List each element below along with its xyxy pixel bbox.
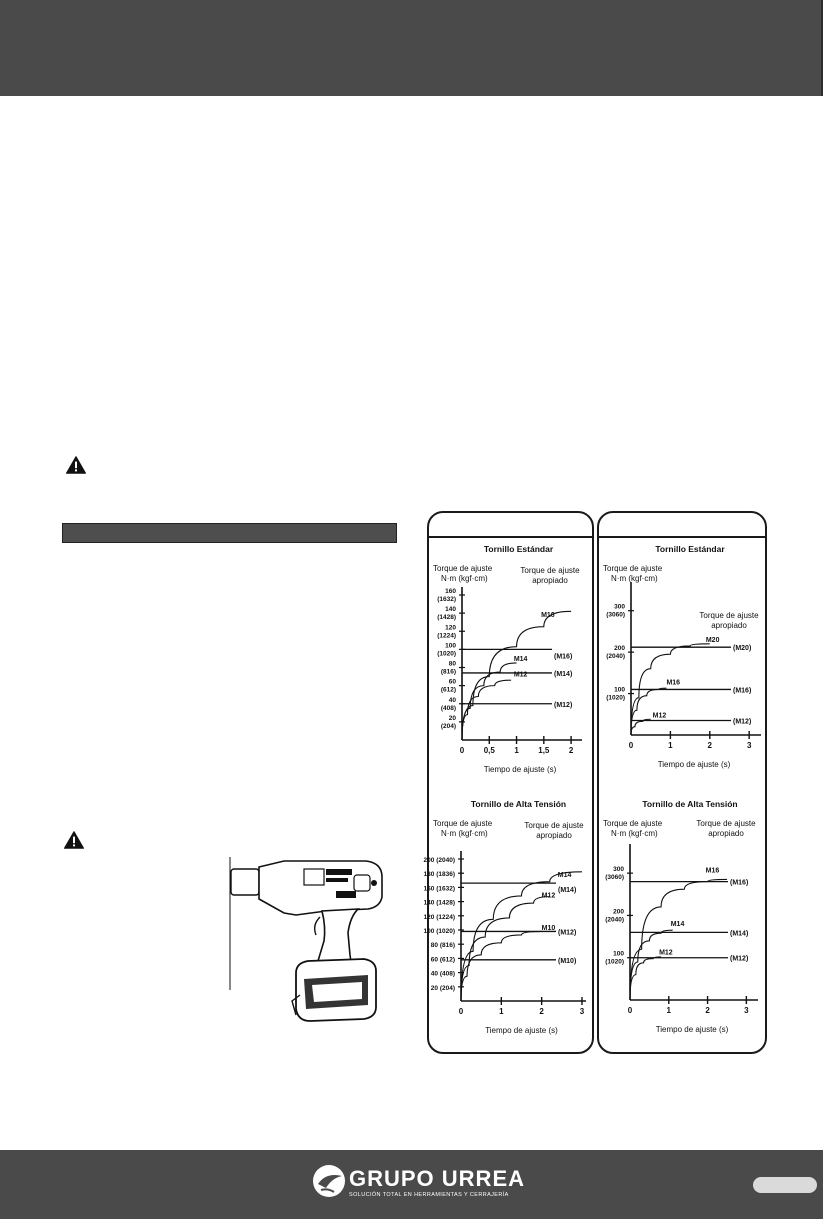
y-tick-label: 300	[614, 603, 625, 611]
series-curve	[630, 930, 673, 1000]
y-axis-unit: N·m (kgf·cm)	[611, 574, 658, 583]
grupo-urrea-logo-mark	[312, 1164, 346, 1198]
reference-line-label: (M12)	[730, 955, 749, 963]
impact-wrench-illustration	[226, 855, 406, 1035]
y-axis-label: Torque de ajuste	[603, 564, 663, 573]
series-label: M12	[513, 671, 528, 679]
y-axis-unit: N·m (kgf·cm)	[611, 829, 658, 838]
x-tick-label: 3	[744, 1006, 749, 1015]
series-label: M16	[541, 611, 555, 619]
chart-title: Tornillo de Alta Tensión	[470, 799, 567, 809]
page-number-pill	[753, 1177, 817, 1193]
y-tick-label: 100	[614, 686, 625, 694]
x-tick-label: 0	[627, 1006, 633, 1015]
y-axis-label: Torque de ajuste	[433, 819, 493, 828]
y-tick-label: (1020)	[437, 650, 456, 658]
y-tick-label: 200	[613, 908, 624, 916]
y-tick-label: 200 (2040)	[423, 857, 455, 864]
series-label: M14	[557, 871, 572, 879]
x-axis-label: Tiempo de ajuste (s)	[657, 760, 731, 769]
reference-line-label: (M16)	[554, 653, 573, 661]
reference-line-label: (M10)	[558, 957, 577, 965]
y-tick-label: 100 (1020)	[423, 928, 455, 935]
x-tick-label: 2	[539, 1007, 544, 1016]
y-tick-label: (2040)	[606, 653, 625, 661]
reference-line-label: (M14)	[558, 887, 577, 895]
x-tick-label: 1	[499, 1007, 504, 1016]
series-label: M14	[670, 921, 685, 928]
x-tick-label: 1,5	[538, 746, 550, 755]
torque-chart	[597, 540, 767, 790]
x-tick-label: 0	[628, 741, 634, 750]
y-tick-label: 120	[445, 624, 456, 632]
reference-line-label: (M16)	[733, 687, 752, 695]
reference-line-label: (M12)	[554, 701, 573, 709]
panel-cap-line	[429, 536, 592, 538]
chart-title: Tornillo Estándar	[655, 544, 725, 554]
chart-title: Tornillo de Alta Tensión	[642, 799, 738, 809]
y-tick-label: 100	[445, 642, 456, 650]
x-axis-label: Tiempo de ajuste (s)	[485, 1026, 558, 1035]
y-tick-label: 300	[613, 866, 624, 874]
x-tick-label: 0	[459, 746, 465, 755]
x-tick-label: 0,5	[483, 746, 495, 755]
series-label: M14	[513, 656, 528, 664]
y-tick-label: (408)	[440, 704, 456, 712]
reference-line-label: (M12)	[558, 929, 577, 937]
x-tick-label: 0	[458, 1007, 464, 1016]
legend-label: Torque de ajuste	[524, 821, 584, 830]
brand-tagline: SOLUCIÓN TOTAL EN HERRAMIENTAS Y CERRAJERÍA	[349, 1192, 509, 1198]
brand-logo	[312, 1160, 524, 1206]
series-label: M20	[705, 636, 720, 644]
panel-cap-line	[599, 536, 765, 538]
y-tick-label: (1632)	[437, 596, 456, 603]
y-tick-label: 140 (1428)	[423, 899, 455, 907]
series-curve	[631, 719, 651, 735]
legend-label: Torque de ajuste	[520, 566, 580, 575]
y-tick-label: (3060)	[606, 611, 625, 619]
y-axis-label: Torque de ajuste	[433, 564, 493, 573]
chart-title: Tornillo Estándar	[483, 544, 554, 554]
y-tick-label: 100	[613, 950, 624, 958]
y-axis-unit: N·m (kgf·cm)	[441, 829, 488, 838]
y-axis-unit: N·m (kgf·cm)	[441, 574, 488, 583]
legend-label: apropiado	[708, 829, 744, 838]
legend-label: apropiado	[536, 831, 572, 840]
series-curve	[631, 688, 666, 735]
warning-icon	[64, 831, 84, 849]
legend-label: Torque de ajuste	[699, 611, 759, 620]
y-tick-label: 160	[445, 588, 456, 595]
y-tick-label: (1224)	[437, 632, 456, 640]
reference-line-label: (M20)	[733, 645, 752, 653]
legend-label: Torque de ajuste	[696, 819, 756, 828]
y-tick-label: 160 (1632)	[423, 885, 455, 893]
series-label: M12	[541, 892, 556, 900]
y-tick-label: (1020)	[606, 694, 625, 702]
x-axis-label: Tiempo de ajuste (s)	[655, 1025, 729, 1034]
y-tick-label: 40	[448, 696, 456, 704]
x-tick-label: 1	[514, 746, 519, 755]
y-tick-label: 20 (204)	[430, 984, 455, 992]
x-tick-label: 3	[579, 1007, 585, 1016]
y-tick-label: 180 (1836)	[423, 871, 455, 879]
reference-line-label: (M14)	[554, 670, 573, 678]
x-tick-label: 3	[746, 741, 752, 750]
legend-label: apropiado	[532, 576, 568, 585]
series-label: M16	[666, 679, 681, 687]
section-heading-bar	[62, 523, 397, 543]
y-tick-label: (816)	[440, 668, 456, 676]
series-curve	[630, 879, 727, 1000]
brand-name: GRUPO URREA	[349, 1166, 526, 1191]
y-tick-label: (204)	[440, 722, 456, 730]
y-tick-label: 80 (816)	[430, 942, 455, 950]
series-curve	[461, 897, 550, 1001]
y-tick-label: (3060)	[605, 874, 624, 882]
warning-icon	[66, 456, 86, 474]
x-axis-label: Tiempo de ajuste (s)	[483, 765, 557, 774]
y-axis-label: Torque de ajuste	[603, 819, 663, 828]
x-tick-label: 1	[666, 1006, 672, 1015]
series-label: M12	[652, 712, 667, 720]
torque-chart	[427, 540, 594, 790]
y-tick-label: 40 (408)	[430, 970, 455, 978]
y-tick-label: 200	[614, 645, 625, 653]
reference-line-label: (M12)	[733, 718, 752, 726]
x-tick-label: 2	[705, 1006, 710, 1015]
y-tick-label: (1428)	[437, 614, 456, 622]
y-tick-label: (612)	[440, 686, 456, 694]
header-band	[0, 0, 823, 96]
y-tick-label: 140	[445, 606, 456, 614]
x-tick-label: 2	[707, 741, 713, 750]
torque-chart	[597, 795, 767, 1045]
y-tick-label: (1020)	[605, 958, 624, 966]
torque-chart	[423, 795, 594, 1045]
series-label: M16	[705, 867, 720, 875]
reference-line-label: (M14)	[730, 930, 749, 938]
reference-line-label: (M16)	[730, 879, 749, 887]
legend-label: apropiado	[711, 621, 747, 630]
y-tick-label: 20	[448, 714, 456, 722]
series-label: M10	[541, 925, 556, 932]
y-tick-label: 80	[448, 660, 456, 668]
y-tick-label: 60 (612)	[430, 956, 455, 964]
series-label: M12	[659, 949, 673, 957]
y-tick-label: (2040)	[605, 916, 624, 924]
series-curve	[462, 680, 511, 740]
y-tick-label: 120 (1224)	[423, 913, 455, 921]
x-tick-label: 2	[568, 746, 574, 755]
x-tick-label: 1	[668, 741, 673, 750]
y-tick-label: 60	[448, 678, 456, 686]
